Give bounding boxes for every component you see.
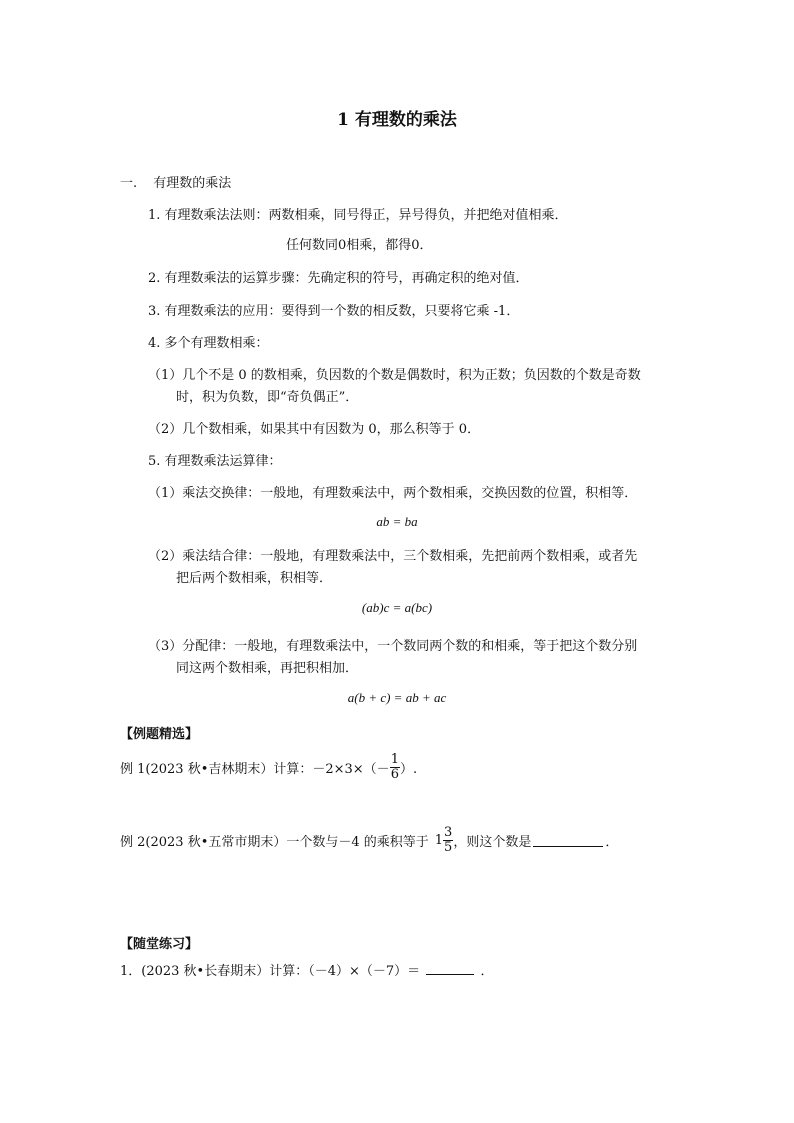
fraction-numerator: 3	[444, 824, 453, 840]
fraction-numerator: 1	[390, 751, 399, 767]
rule-item-4-2: （2）几个数相乘，如果其中有因数为 0，那么积等于 0．	[148, 422, 481, 437]
rule-item-2: 2. 有理数乘法的运算步骤：先确定积的符号，再确定积的绝对值．	[148, 271, 529, 286]
rule-item-5-2-cont: 把后两个数相乘，积相等．	[176, 571, 333, 586]
answer-blank[interactable]	[426, 962, 474, 975]
fraction-denominator: 5	[444, 839, 453, 855]
rule-item-4-1-cont: 时，积为负数，即“奇负偶正”．	[176, 390, 359, 405]
example-2-question: ，则这个数是	[453, 834, 532, 850]
formula-associative: (ab)c = a(bc)	[361, 600, 433, 615]
practice-question-1-text: 1．(2023 秋•长春期末）计算：（－4）×（－7）＝	[120, 964, 421, 979]
example-2-text: 例 2(2023 秋•五常市期末）一个数与－4 的乘积等于	[120, 834, 429, 850]
mixed-whole: 1	[434, 832, 444, 848]
formula-distributive: a(b + c) = ab + ac	[347, 690, 447, 705]
section-number: 一.	[120, 176, 138, 191]
example-2	[120, 818, 618, 862]
example-1-end: ）.	[399, 761, 418, 777]
rule-item-5: 5. 有理数乘法运算律：	[148, 454, 282, 469]
mixed-fraction	[443, 826, 453, 855]
section-title: 有理数的乘法	[153, 176, 232, 191]
rule-item-5-1: （1）乘法交换律：一般地，有理数乘法中，两个数相乘，交换因数的位置，积相等．	[148, 486, 638, 501]
example-1-fraction	[390, 753, 400, 782]
rule-item-3: 3. 有理数乘法的应用：要得到一个数的相反数，只要将它乘 -1．	[148, 304, 520, 319]
rule-item-4-1: （1）几个不是 0 的数相乘，负因数的个数是偶数时，积为正数；负因数的个数是奇数	[148, 368, 641, 383]
rule-item-5-3-cont: 同这两个数相乘，再把积相加．	[176, 661, 359, 676]
page-title: 1 有理数的乘法	[337, 110, 457, 130]
example-2-mixed-number	[435, 826, 454, 855]
practice-question-1	[120, 960, 493, 979]
rule-item-5-3: （3）分配律：一般地，有理数乘法中，一个数同两个数的和相乘，等于把这个数分别	[148, 639, 638, 654]
fraction-denominator: 6	[390, 766, 399, 782]
section-heading	[120, 172, 231, 191]
practice-heading: 【随堂练习】	[120, 937, 199, 952]
examples-heading: 【例题精选】	[120, 727, 199, 742]
rule-item-1-zero: 任何数同0相乘，都得0．	[286, 238, 433, 253]
example-2-end: ．	[605, 834, 619, 850]
rule-item-5-2: （2）乘法结合律：一般地，有理数乘法中，三个数相乘，先把前两个数相乘，或者先	[148, 549, 638, 564]
rule-item-4: 4. 多个有理数相乘：	[148, 336, 269, 351]
example-1	[120, 745, 417, 789]
rule-item-1: 1. 有理数乘法法则：两数相乘，同号得正，异号得负，并把绝对值相乘．	[148, 208, 568, 223]
formula-commutative: ab = ba	[376, 514, 418, 529]
answer-blank[interactable]	[533, 834, 603, 847]
example-1-text: 例 1(2023 秋•吉林期末）计算：－2×3×（－	[120, 761, 390, 777]
practice-question-1-end: ．	[480, 964, 494, 979]
